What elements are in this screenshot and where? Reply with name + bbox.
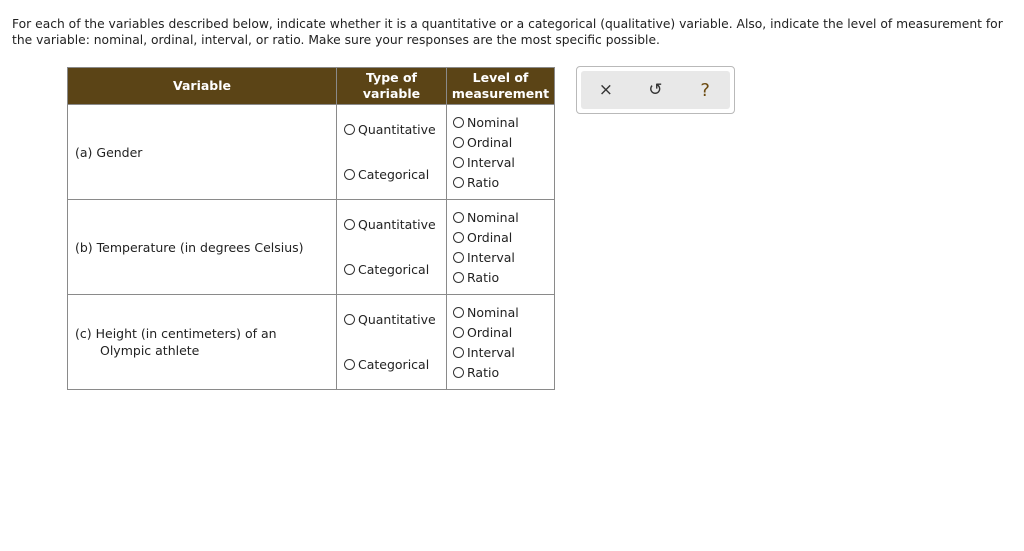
level-cell: [447, 105, 555, 200]
radio-icon[interactable]: [344, 124, 355, 135]
header-type-line1: Type of: [366, 70, 417, 85]
level-cell: [447, 295, 555, 390]
gender-categorical-radio[interactable]: [344, 164, 446, 186]
variables-table: [67, 67, 555, 390]
option-label: Ratio: [467, 269, 500, 285]
temperature-interval-radio[interactable]: [453, 247, 554, 267]
variable-label: (c) Height (in centimeters) of an: [75, 326, 277, 341]
header-level-of-measurement: [447, 68, 555, 105]
radio-icon[interactable]: [344, 359, 355, 370]
header-variable: Variable: [68, 68, 337, 105]
radio-icon[interactable]: [453, 272, 464, 283]
undo-button[interactable]: [640, 75, 670, 105]
temperature-ratio-radio[interactable]: [453, 267, 554, 287]
gender-quantitative-radio[interactable]: [344, 119, 446, 141]
type-cell: [337, 105, 447, 200]
header-level-line2: measurement: [451, 86, 550, 101]
gender-ratio-radio[interactable]: [453, 172, 554, 192]
gender-ordinal-radio[interactable]: [453, 132, 554, 152]
table-row: [68, 200, 555, 295]
radio-icon[interactable]: [344, 264, 355, 275]
radio-icon[interactable]: [344, 169, 355, 180]
radio-icon[interactable]: [453, 347, 464, 358]
option-label: Interval: [467, 249, 515, 265]
temperature-categorical-radio[interactable]: [344, 259, 446, 281]
undo-icon[interactable]: ↺: [648, 80, 663, 100]
option-label: Categorical: [358, 167, 430, 182]
option-label: Interval: [467, 344, 515, 360]
radio-icon[interactable]: [453, 252, 464, 263]
temperature-ordinal-radio[interactable]: [453, 227, 554, 247]
clear-button[interactable]: [591, 75, 621, 105]
level-cell: [447, 200, 555, 295]
height-quantitative-radio[interactable]: [344, 309, 446, 331]
header-type-of-variable: [337, 68, 447, 105]
variable-cell-gender: [68, 105, 337, 200]
table-row: [68, 295, 555, 390]
toolbar-inner: [581, 71, 730, 109]
option-label: Nominal: [467, 114, 519, 130]
option-label: Nominal: [467, 304, 519, 320]
variable-label: (b) Temperature (in degrees Celsius): [75, 239, 304, 255]
header-type-line2: variable: [362, 86, 421, 101]
variable-label: (a) Gender: [75, 144, 143, 160]
gender-interval-radio[interactable]: [453, 152, 554, 172]
radio-icon[interactable]: [344, 314, 355, 325]
option-label: Ordinal: [467, 134, 513, 150]
variable-cell-height: [68, 295, 337, 390]
close-icon[interactable]: ×: [598, 80, 613, 100]
option-label: Quantitative: [358, 312, 436, 327]
option-label: Categorical: [358, 357, 430, 372]
table-row: [68, 105, 555, 200]
option-label: Ratio: [467, 364, 500, 380]
radio-icon[interactable]: [453, 212, 464, 223]
option-label: Quantitative: [358, 217, 436, 232]
option-label: Categorical: [358, 262, 430, 277]
height-ordinal-radio[interactable]: [453, 322, 554, 342]
variable-cell-temperature: [68, 200, 337, 295]
radio-icon[interactable]: [453, 232, 464, 243]
option-label: Nominal: [467, 209, 519, 225]
temperature-nominal-radio[interactable]: [453, 207, 554, 227]
variable-label-continued: Olympic athlete: [100, 343, 200, 358]
option-label: Ratio: [467, 174, 500, 190]
radio-icon[interactable]: [453, 327, 464, 338]
radio-icon[interactable]: [453, 137, 464, 148]
help-icon[interactable]: ?: [700, 79, 710, 101]
option-label: Ordinal: [467, 229, 513, 245]
radio-icon[interactable]: [453, 307, 464, 318]
answer-toolbar: [576, 66, 735, 114]
option-label: Interval: [467, 154, 515, 170]
option-label: Ordinal: [467, 324, 513, 340]
radio-icon[interactable]: [453, 157, 464, 168]
radio-icon[interactable]: [453, 117, 464, 128]
radio-icon[interactable]: [453, 177, 464, 188]
option-label: Quantitative: [358, 122, 436, 137]
temperature-quantitative-radio[interactable]: [344, 214, 446, 236]
type-cell: [337, 295, 447, 390]
height-ratio-radio[interactable]: [453, 362, 554, 382]
height-categorical-radio[interactable]: [344, 354, 446, 376]
header-level-line1: Level of: [472, 70, 529, 85]
radio-icon[interactable]: [344, 219, 355, 230]
radio-icon[interactable]: [453, 367, 464, 378]
type-cell: [337, 200, 447, 295]
help-button[interactable]: [690, 75, 720, 105]
height-nominal-radio[interactable]: [453, 302, 554, 322]
height-interval-radio[interactable]: [453, 342, 554, 362]
header-row: [68, 68, 555, 105]
instructions-text: For each of the variables described below, indicate whether it is a quantitative or a categorical (qualitative) variable. Also, indicate the level of measurement for the variable: nominal, ordinal, interval, or ratio. Make sure your responses are the most specific possible.: [12, 17, 1003, 47]
gender-nominal-radio[interactable]: [453, 112, 554, 132]
